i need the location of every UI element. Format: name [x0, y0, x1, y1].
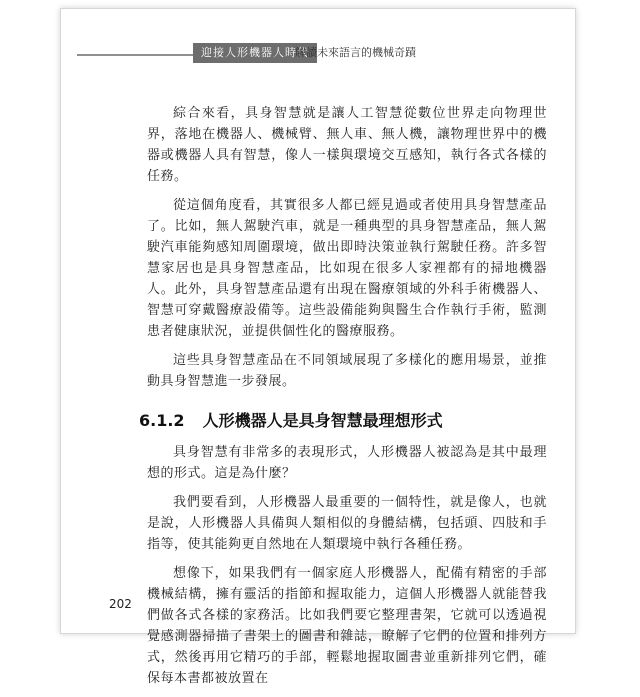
section-title: 人形機器人是具身智慧最理想形式	[202, 411, 443, 430]
paragraph: 從這個角度看，其實很多人都已經見過或者使用具身智慧產品了。比如，無人駕駛汽車，就是一種典型的具身智慧產品，無人駕駛汽車能夠感知周圍環境，做出即時決策並執行駕駛任務。許多智慧家居也是具身智慧產品，比如現在很多人家裡都有的掃地機器人。此外，具身智慧產品還有出現在醫療領域的外科手術機器人、智慧可穿戴醫療設備等。這些設備能夠與醫生合作執行手術，監測患者健康狀況，並提供個性化的醫療服務。	[147, 198, 547, 339]
paragraph: 綜合來看，具身智慧就是讓人工智慧從數位世界走向物理世界，落地在機器人、機械臂、無人車、無人機，讓物理世界中的機器或機器人具有智慧，像人一樣與環境交互感知，執行各式各樣的任務。	[147, 106, 547, 184]
chapter-tag: 迎接人形機器人時代	[193, 43, 317, 63]
body-text	[139, 103, 547, 697]
chapter-subtitle: 解讀未來語言的機械奇蹟	[295, 46, 416, 59]
book-page	[60, 8, 576, 686]
section-heading	[139, 410, 547, 432]
header-rule	[77, 54, 193, 56]
paragraph: 想像下，如果我們有一個家庭人形機器人，配備有精密的手部機械結構，擁有靈活的指節和握取能力，這個人形機器人就能替我們做各式各樣的家務活。比如我們要它整理書架，它就可以透過視覺感測器掃描了書架上的圖書和雜誌，瞭解了它們的位置和排列方式，然後再用它精巧的手部，輕鬆地握取圖書並重新排列它們，確保每本書都被放置在	[147, 566, 547, 686]
paragraph: 這些具身智慧產品在不同領域展現了多樣化的應用場景，並推動具身智慧進一步發展。	[147, 353, 547, 389]
page-number: 202	[109, 597, 132, 611]
paragraph: 具身智慧有非常多的表現形式，人形機器人被認為是其中最理想的形式。這是為什麼？	[147, 445, 547, 481]
running-header	[61, 43, 575, 63]
section-number: 6.1.2	[139, 411, 185, 430]
paragraph: 我們要看到，人形機器人最重要的一個特性，就是像人，也就是說，人形機器人具備與人類相似的身體結構，包括頭、四肢和手指等，使其能夠更自然地在人類環境中執行各種任務。	[147, 495, 547, 552]
